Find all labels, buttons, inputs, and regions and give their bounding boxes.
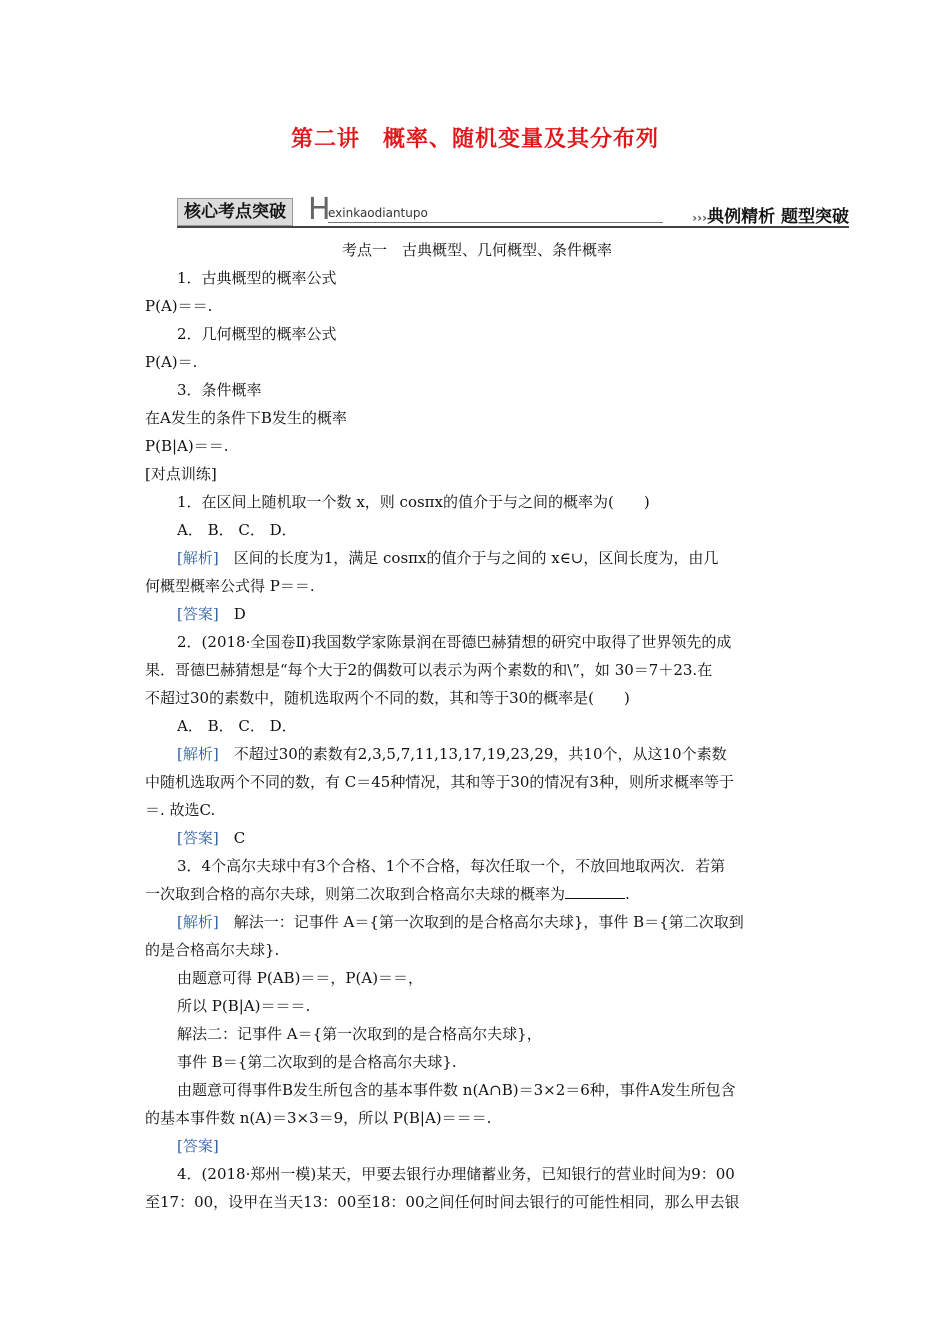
text-line: 2．几何概型的概率公式 bbox=[177, 325, 337, 343]
text-span: 一次取到合格的高尔夫球，则第二次取到合格高尔夫球的概率为 bbox=[145, 885, 566, 903]
analysis-text: 区间的长度为1，满足 cosπx的值介于与之间的 x∈∪，区间长度为，由几 bbox=[218, 549, 719, 567]
question-line: 3．4个高尔夫球中有3个合格、1个不合格，每次任取一个，不放回地取两次．若第 bbox=[177, 857, 726, 875]
banner-label: 核心考点突破 bbox=[177, 198, 293, 226]
text-line: 的是合格高尔夫球}. bbox=[145, 941, 280, 959]
question-line: 1．在区间上随机取一个数 x，则 cosπx的值介于与之间的概率为( ) bbox=[177, 493, 650, 511]
text-line: 中随机选取两个不同的数，有 C＝45种情况，其和等于30的情况有3种，则所求概率等于 bbox=[145, 773, 734, 791]
analysis-line bbox=[145, 740, 809, 768]
banner-right-text: 典例精析 题型突破 bbox=[707, 207, 849, 227]
section-banner bbox=[177, 192, 849, 228]
arrows-icon: ››› bbox=[692, 211, 708, 225]
analysis-tag: [解析] bbox=[177, 745, 219, 763]
section-heading: 考点一 古典概型、几何概型、条件概率 bbox=[341, 241, 612, 259]
text-line: 至17：00，设甲在当天13：00至18：00之间任何时间去银行的可能性相同，那么甲去银 bbox=[145, 1193, 740, 1211]
answer-blank bbox=[565, 884, 625, 899]
formula-line: P(A)＝. bbox=[145, 353, 198, 371]
analysis-line bbox=[145, 544, 809, 572]
formula-line: P(A)＝＝. bbox=[145, 297, 213, 315]
question-line: 2．(2018·全国卷Ⅱ)我国数学家陈景润在哥德巴赫猜想的研究中取得了世界领先的成 bbox=[177, 633, 732, 651]
question-line: 4．(2018·郑州一模)某天，甲要去银行办理储蓄业务，已知银行的营业时间为9：00 bbox=[177, 1165, 735, 1183]
text-line: 不超过30的素数中，随机选取两个不同的数，其和等于30的概率是( ) bbox=[145, 689, 630, 707]
text-span: . bbox=[625, 885, 630, 903]
analysis-tag: [解析] bbox=[177, 549, 219, 567]
answer-text: D bbox=[218, 605, 246, 623]
answer-line bbox=[145, 600, 809, 628]
text-line: 事件 B＝{第二次取到的是合格高尔夫球}. bbox=[177, 1053, 457, 1071]
page-title: 第二讲 概率、随机变量及其分布列 bbox=[290, 126, 659, 152]
text-line: 所以 P(B|A)＝＝＝. bbox=[177, 997, 311, 1015]
banner-divider bbox=[177, 226, 849, 228]
banner-letter: H bbox=[308, 192, 331, 227]
answer-tag: [答案] bbox=[177, 829, 219, 847]
document-body bbox=[145, 236, 809, 1216]
text-line: 3．条件概率 bbox=[177, 381, 262, 399]
answer-text: C bbox=[218, 829, 246, 847]
formula-line: P(B|A)＝＝. bbox=[145, 437, 229, 455]
analysis-tag: [解析] bbox=[177, 913, 219, 931]
text-line: 何概型概率公式得 P＝＝. bbox=[145, 577, 315, 595]
answer-tag: [答案] bbox=[177, 605, 219, 623]
banner-pinyin: exinkaodiantupo bbox=[328, 206, 428, 220]
text-line: 1．古典概型的概率公式 bbox=[177, 269, 337, 287]
text-line: 由题意可得事件B发生所包含的基本事件数 n(A∩B)＝3×2＝6种，事件A发生所包含 bbox=[177, 1081, 736, 1099]
analysis-text: 解法一：记事件 A＝{第一次取到的是合格高尔夫球}，事件 B＝{第二次取到 bbox=[218, 913, 744, 931]
text-line: 解法二：记事件 A＝{第一次取到的是合格高尔夫球}， bbox=[177, 1025, 542, 1043]
answer-tag: [答案] bbox=[177, 1137, 219, 1155]
analysis-line bbox=[145, 908, 809, 936]
banner-right-label bbox=[692, 202, 849, 227]
text-line: 果．哥德巴赫猜想是“每个大于2的偶数可以表示为两个素数的和\”，如 30＝7＋23.在 bbox=[145, 661, 713, 679]
text-line: 的基本事件数 n(A)＝3×3＝9，所以 P(B|A)＝＝＝. bbox=[145, 1109, 492, 1127]
text-line: 在A发生的条件下B发生的概率 bbox=[145, 409, 347, 427]
options-line: A． B． C． D． bbox=[177, 717, 297, 735]
text-line: 由题意可得 P(AB)＝＝，P(A)＝＝， bbox=[177, 969, 424, 987]
answer-line bbox=[145, 1132, 809, 1160]
analysis-text: 不超过30的素数有2,3,5,7,11,13,17,19,23,29，共10个，从这10个素数 bbox=[218, 745, 727, 763]
options-line: A． B． C． D． bbox=[177, 521, 297, 539]
text-line bbox=[145, 880, 809, 908]
answer-line bbox=[145, 824, 809, 852]
banner-rule bbox=[328, 222, 663, 223]
text-line: ＝. 故选C. bbox=[145, 801, 216, 819]
text-line: [对点训练] bbox=[145, 465, 217, 483]
